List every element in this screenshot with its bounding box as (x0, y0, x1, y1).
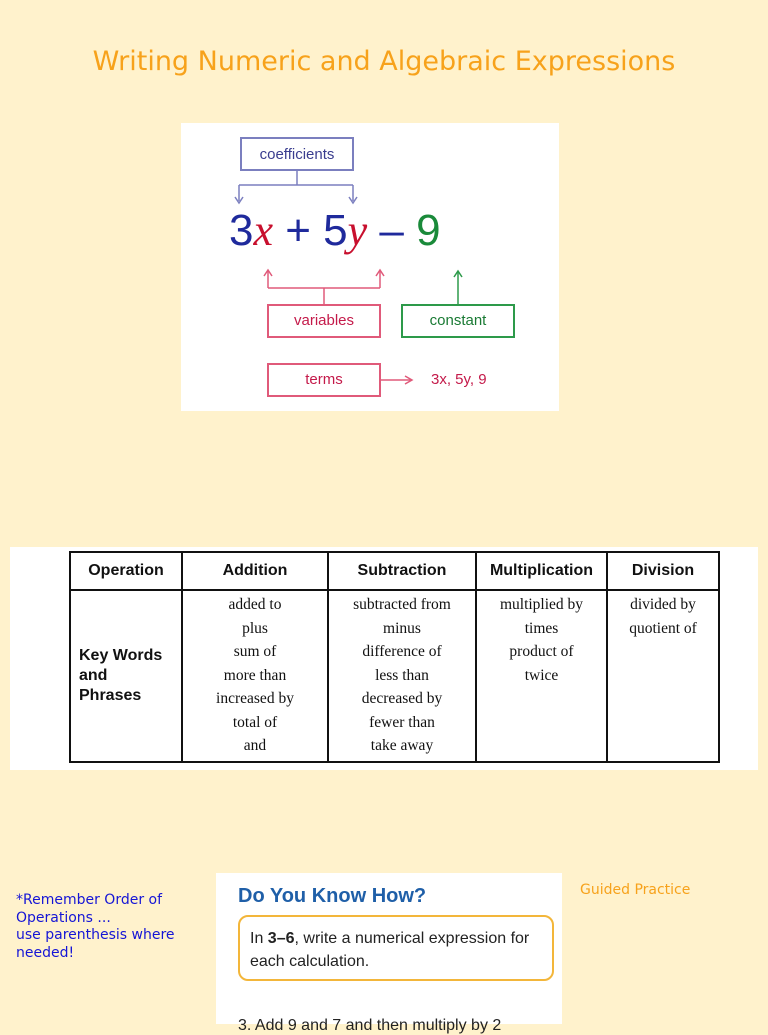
row-label-line: and (79, 667, 108, 684)
header-multiplication: Multiplication (476, 552, 607, 590)
list-item: quotient of (629, 619, 697, 637)
coefficients-box: coefficients (240, 137, 354, 171)
subtraction-keywords (328, 590, 476, 762)
algebraic-expression (229, 205, 441, 257)
row-label-line: Phrases (79, 687, 142, 704)
list-item: take away (370, 737, 434, 754)
instruction-range: 3–6 (267, 930, 295, 947)
list-item: sum of (233, 643, 277, 660)
table-header-row (70, 552, 719, 590)
header-subtraction: Subtraction (328, 552, 476, 590)
coefficient-5: 5 (323, 206, 348, 255)
table-row (70, 590, 719, 762)
note-line: use parenthesis where (16, 927, 175, 943)
expression-diagram (181, 123, 559, 411)
list-item: fewer than (369, 713, 435, 731)
list-item: difference of (362, 643, 442, 660)
division-keywords (607, 590, 719, 762)
list-item: less than (375, 666, 429, 684)
header-operation: Operation (70, 552, 182, 590)
practice-card (216, 873, 562, 1034)
order-of-operations-note (16, 892, 206, 962)
variable-y: y (347, 206, 368, 255)
multiplication-keywords (476, 590, 607, 762)
list-item: total of (232, 713, 278, 731)
list-item: and (243, 737, 267, 754)
list-item: decreased by (361, 690, 443, 707)
instruction-prefix: In (250, 930, 268, 947)
list-item: increased by (216, 690, 294, 707)
row-label-line: Key Words (79, 647, 163, 664)
list-item: plus (242, 619, 268, 637)
card-instruction (238, 915, 554, 981)
constant-box: constant (401, 304, 515, 338)
coefficient-3: 3 (229, 206, 254, 255)
note-line: Operations ... (16, 909, 111, 926)
card-problem-cut-off: 3. Add 9 and 7 and then multiply by 2 (238, 1017, 502, 1034)
list-item: product of (509, 643, 574, 660)
list-item: times (524, 619, 559, 637)
header-division: Division (607, 552, 719, 590)
note-line: *Remember Order of (16, 892, 163, 908)
operations-table-image (10, 547, 758, 770)
list-item: multiplied by (499, 596, 584, 613)
card-heading: Do You Know How? (238, 885, 427, 907)
note-line: needed! (16, 944, 75, 961)
list-item: twice (524, 666, 559, 684)
variable-x: x (253, 206, 274, 255)
operations-table (69, 551, 720, 763)
list-item: subtracted from (353, 596, 451, 613)
constant-9: 9 (416, 206, 441, 255)
minus-operator: – (367, 206, 417, 255)
addition-keywords (182, 590, 328, 762)
header-addition: Addition (182, 552, 328, 590)
list-item: more than (223, 666, 287, 684)
list-item: added to (228, 596, 282, 613)
variables-box: variables (267, 304, 381, 338)
terms-list: 3x, 5y, 9 (431, 371, 487, 388)
plus-operator: + (273, 206, 324, 255)
row-label-key-words (70, 590, 182, 762)
list-item: divided by (630, 596, 696, 613)
instruction-suffix: , write a numerical expression for each calculation. (250, 930, 530, 970)
guided-practice-label: Guided Practice (580, 882, 691, 898)
page-title: Writing Numeric and Algebraic Expressions (92, 46, 676, 77)
list-item: minus (383, 619, 421, 637)
terms-box: terms (267, 363, 381, 397)
